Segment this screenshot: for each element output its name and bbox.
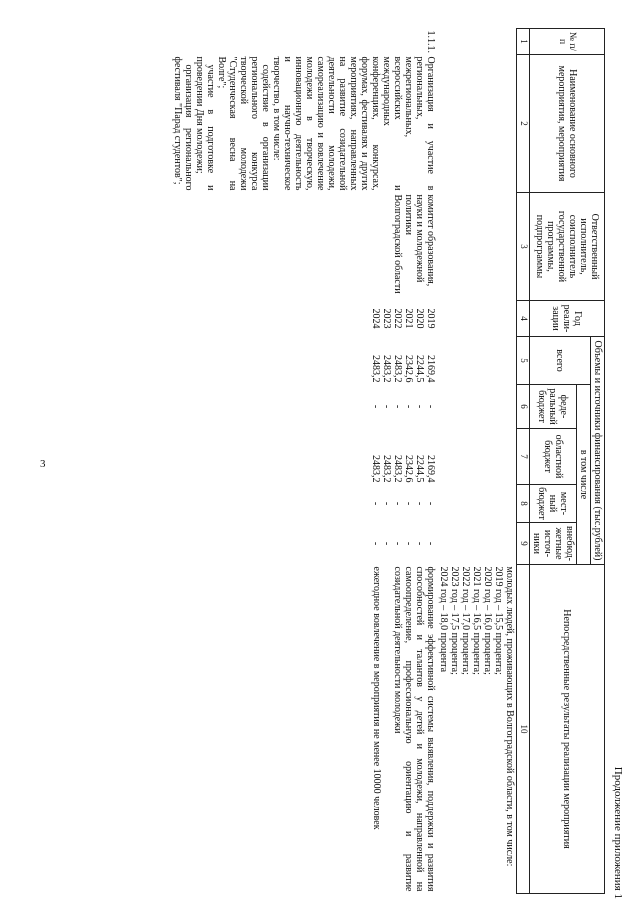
col-number: 8 xyxy=(517,485,530,523)
local-value: - xyxy=(381,501,393,506)
previous-result-line: 2021 год – 16,5 процента; xyxy=(471,566,483,675)
total-value: 2169,4 xyxy=(425,355,437,383)
regional-value: 2483,2 xyxy=(392,455,404,483)
offbudget-value: - xyxy=(425,541,437,546)
federal-value: - xyxy=(392,404,404,409)
activity-name-cell xyxy=(171,55,437,193)
previous-result-line: 2024 год – 18,0 процента xyxy=(438,566,450,673)
table-row xyxy=(171,29,437,894)
regional-value: 2342,6 xyxy=(403,455,415,483)
federal-value: - xyxy=(403,404,415,409)
offbudget-value: - xyxy=(392,541,404,546)
year-value: 2019 xyxy=(425,308,437,329)
result-text: формирование эффективной системы выявления, поддержки и развития способностей и талантов у детей и молодежи, направленной на самоопределение, профессиональную ориентацию и развитие созидательной деятельности молодежи xyxy=(392,566,437,892)
year-value: 2023 xyxy=(381,308,393,329)
total-value: 2483,2 xyxy=(381,355,393,383)
previous-result-intro: молодых людей, проживающих в Волгоградской области, в том числе: xyxy=(504,566,516,867)
years-cell xyxy=(171,301,437,337)
previous-result-line: 2022 год – 17,0 процента; xyxy=(460,566,472,675)
year-value: 2020 xyxy=(414,308,426,329)
col-number: 3 xyxy=(517,193,530,301)
header-results: Непосредственные результаты реализации мероприятия xyxy=(530,565,605,894)
col-number: 6 xyxy=(517,385,530,429)
activity-sub-item: содействие в организации регионального конкурса творческой молодежи "Студенческая весна на Волге"; xyxy=(216,56,272,191)
row-number: 1.1.1. xyxy=(425,30,437,53)
col-number: 9 xyxy=(517,523,530,565)
year-value: 2021 xyxy=(403,308,415,329)
header-total: всего xyxy=(530,337,591,385)
offbudget-value: - xyxy=(381,541,393,546)
local-value: - xyxy=(370,501,382,506)
col-number: 5 xyxy=(517,337,530,385)
regional-value: 2483,2 xyxy=(381,455,393,483)
local-cell xyxy=(171,485,437,523)
header-finance: Объемы и источники финансирования (тыс.рублей) xyxy=(591,337,605,565)
regional-value: 2483,2 xyxy=(370,455,382,483)
activity-sub-item: участие в подготовке и проведении Дня молодежи; xyxy=(194,56,217,191)
header-federal: феде-ральный бюджет xyxy=(530,385,577,429)
header-offbudget: внебюд-жетные источ-ники xyxy=(530,523,577,565)
result-text: ежегодное вовлечение в мероприятия не менее 10000 человек xyxy=(371,566,383,830)
activity-sub-item: организация регионального фестиваля "Парад студентов"; xyxy=(172,56,195,191)
col-number: 7 xyxy=(517,429,530,485)
total-value: 2342,6 xyxy=(403,355,415,383)
col-number: 4 xyxy=(517,301,530,337)
previous-result-row xyxy=(437,29,517,894)
regional-value: 2244,5 xyxy=(414,455,426,483)
federal-value: - xyxy=(425,404,437,409)
offbudget-value: - xyxy=(414,541,426,546)
executor-cell: комитет образования, науки и молодежной политики Волгоградской области xyxy=(392,194,437,294)
local-value: - xyxy=(425,501,437,506)
total-value: 2483,2 xyxy=(392,355,404,383)
total-cell xyxy=(171,337,437,385)
header-executor: Ответственный исполнитель, соисполнитель государственной программы, подпрограммы xyxy=(530,193,605,301)
federal-value: - xyxy=(414,404,426,409)
column-index-row xyxy=(517,29,530,894)
previous-result-line: 2019 год – 15,5 процента; xyxy=(493,566,505,675)
local-value: - xyxy=(414,501,426,506)
local-value: - xyxy=(403,501,415,506)
year-value: 2022 xyxy=(392,308,404,329)
total-value: 2483,2 xyxy=(370,355,382,383)
total-value: 2244,5 xyxy=(414,355,426,383)
header-incl: в том числе xyxy=(577,385,591,565)
regional-value: 2169,4 xyxy=(425,455,437,483)
federal-value: - xyxy=(370,404,382,409)
header-year: Год реали-зации xyxy=(530,301,605,337)
header-regional: областной бюджет xyxy=(530,429,577,485)
previous-result-line: 2023 год – 17,5 процента; xyxy=(449,566,461,675)
page-number: 3 xyxy=(40,458,46,470)
header-name: Наименование основного мероприятия, мероприятия xyxy=(530,55,605,193)
continuation-title: Продолжение приложения 1 xyxy=(612,766,624,899)
activity-name: Организация и участие в региональных, межрегиональных, всероссийских и международных конференциях, конкурсах, форумах, фестивалях и других мероприятиях, направленных на развитие созидательной деятельности молодежи, самореализацию и вовлечение молодежи в творческую, инновационную деятельность и научно-техническое творчество, в том числе: xyxy=(271,56,437,191)
previous-result-line: 2020 год – 16,0 процента; xyxy=(482,566,494,675)
previous-result-cell xyxy=(437,565,517,894)
offbudget-cell xyxy=(171,523,437,565)
offbudget-value: - xyxy=(403,541,415,546)
year-value: 2024 xyxy=(370,308,382,329)
federal-cell xyxy=(171,385,437,429)
program-activities-table xyxy=(171,28,605,894)
result-cell xyxy=(171,565,437,894)
header-num: № п/п xyxy=(530,29,605,55)
offbudget-value: - xyxy=(370,541,382,546)
col-number: 10 xyxy=(517,565,530,894)
federal-value: - xyxy=(381,404,393,409)
header-local: мест-ный бюджет xyxy=(530,485,577,523)
col-number: 2 xyxy=(517,55,530,193)
local-value: - xyxy=(392,501,404,506)
regional-cell xyxy=(171,429,437,485)
col-number: 1 xyxy=(517,29,530,55)
